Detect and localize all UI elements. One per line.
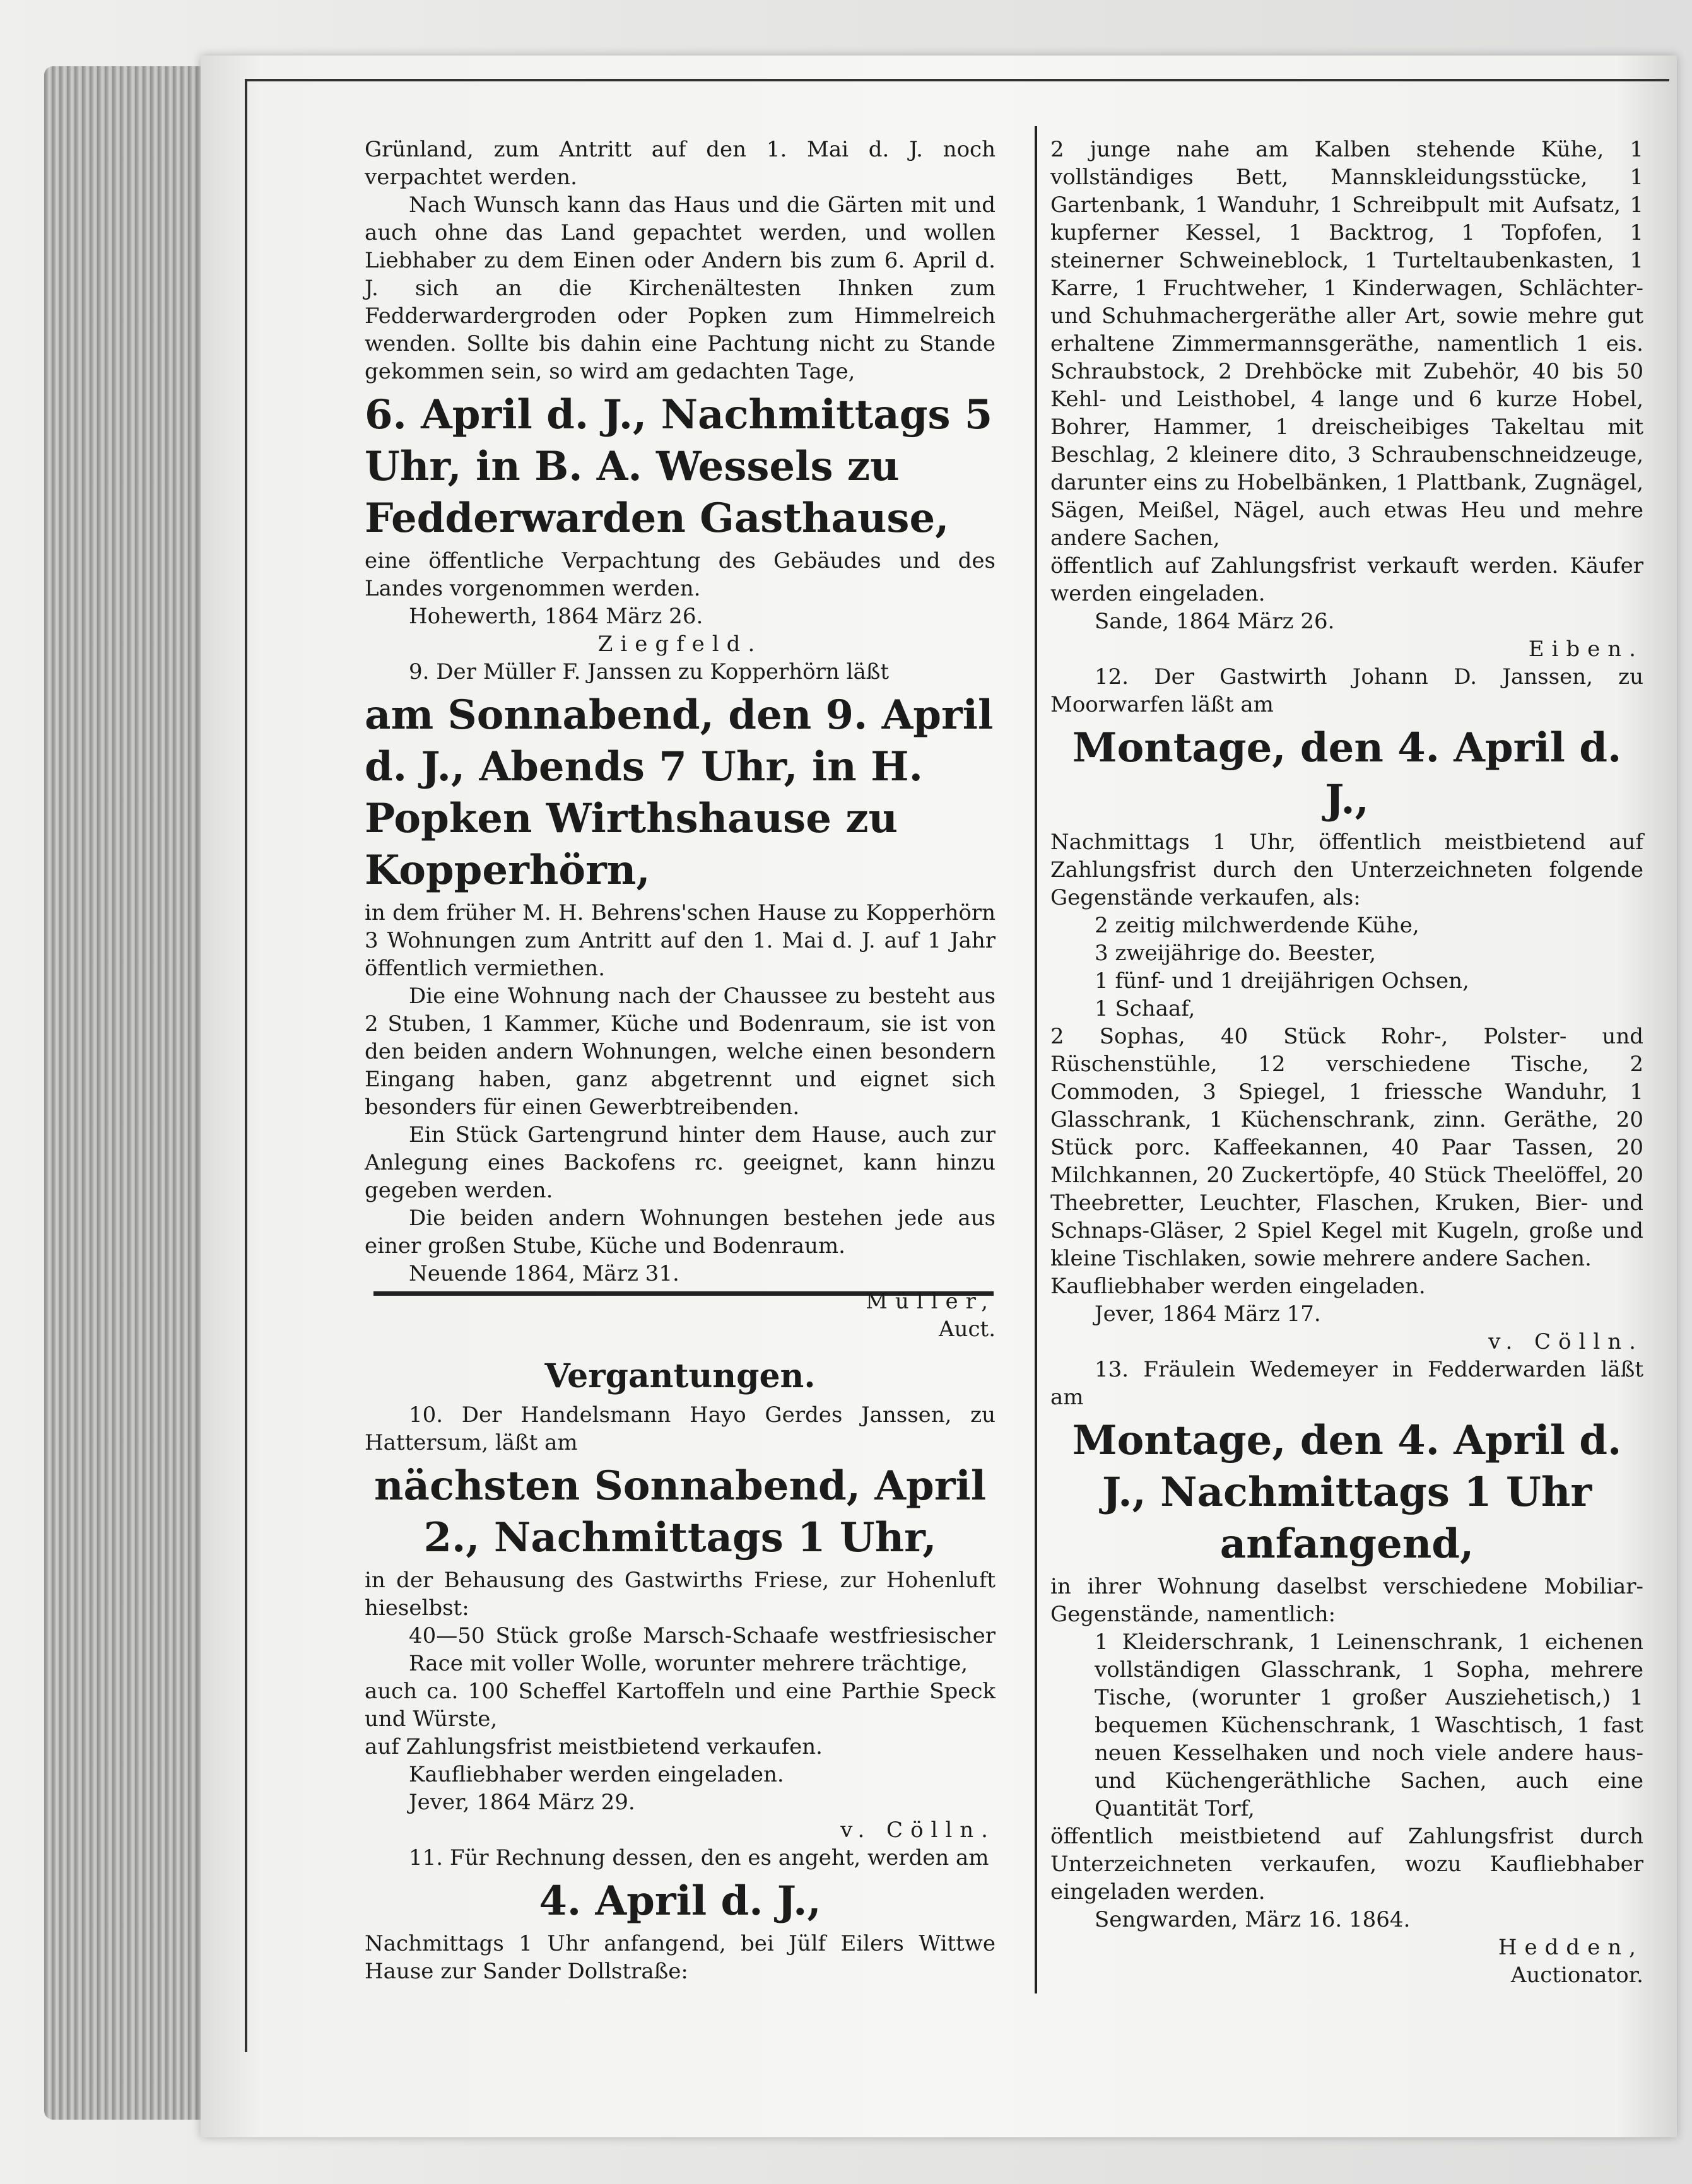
text-paragraph: auch ca. 100 Scheffel Kartoffeln und eine Parthie Speck und Würste,: [365, 1679, 996, 1732]
text-paragraph: eine öffentliche Verpachtung des Gebäudes und des Landes vorgenommen werden.: [365, 548, 996, 601]
text-paragraph: in ihrer Wohnung daselbst verschiedene Mobiliar-Gegenstände, namentlich:: [1050, 1574, 1643, 1627]
notice-number: 12. Der Gastwirth Johann D. Janssen, zu Moorwarfen läßt am: [1050, 664, 1643, 717]
signature: Hedden,: [1498, 1935, 1643, 1960]
text-paragraph: 2 junge nahe am Kalben stehende Kühe, 1 vollständiges Bett, Mannskleidungsstücke, 1 Gartenbank, 1 Wanduhr, 1 Schreibpult mit Aufsatz, 1 kupferner Kessel, 1 Backtrog, 1 Topfofen, 1 steinerner Schweineblock, 1 Turteltaubenkasten, 1 Karre, 1 Fruchtweher, 1 Kinderwagen, Schlächter- und Schuhmachergeräthe aller Art, sowie mehre gut erhaltene Zimmermannsgeräthe, namentlich 1 eis. Schraubstock, 2 Drehböcke mit Zubehör, 40 bis 50 Kehl- und Leisthobel, 4 lange und 6 kurze Hobel, Bohrer, Hammer, 1 dreischeibiges Takeltau mit Beschlag, 2 kleinere dito, 3 Schraubenschneidzeuge, darunter eins zu Hobelbänken, 1 Plattbank, Zugnägel, Sägen, Meißel, Nägel, auch etwas Heu und mehre andere Sachen,: [1050, 137, 1643, 551]
section-heading: Vergantungen.: [544, 1357, 816, 1395]
list-item: 1 fünf- und 1 dreijährigen Ochsen,: [1095, 968, 1469, 994]
text-paragraph: Die eine Wohnung nach der Chaussee zu besteht aus 2 Stuben, 1 Kammer, Küche und Bodenraum, sie ist von den beiden andern Wohnungen, welche einen besondern Eingang haben, ganz abgetrennt und eignet sich besonders für einen Gewerbtreibenden.: [365, 983, 996, 1120]
text-paragraph: Kaufliebhaber werden eingeladen.: [409, 1762, 784, 1787]
text-paragraph: Die beiden andern Wohnungen bestehen jede aus einer großen Stube, Küche und Bodenraum.: [365, 1206, 996, 1259]
signature-title: Auct.: [939, 1317, 996, 1342]
text-paragraph: 2 Sophas, 40 Stück Rohr-, Polster- und Rüschenstühle, 12 verschiedene Tische, 2 Commoden, 3 Spiegel, 1 friessche Wanduhr, 1 Glasschrank, 1 Küchenschrank, zinn. Geräthe, 20 Stück porc. Kaffeekannen, 40 Paar Tassen, 20 Milchkannen, 20 Zuckertöpfe, 40 Stück Theelöffel, 20 Theebretter, Leuchter, Flaschen, Kruken, Bier- und Schnaps-Gläser, 2 Spiel Kegel mit Kugeln, große und kleine Tischlaken, sowie mehrere andere Sachen.: [1050, 1024, 1643, 1271]
list-item: 3 zweijährige do. Beester,: [1095, 941, 1377, 966]
text-paragraph: auf Zahlungsfrist meistbietend verkaufen.: [365, 1734, 823, 1759]
text-paragraph: Nachmittags 1 Uhr anfangend, bei Jülf Eilers Wittwe Hause zur Sander Dollstraße:: [365, 1931, 996, 1984]
notice-number: 10. Der Handelsmann Hayo Gerdes Janssen, zu Hattersum, läßt am: [365, 1402, 996, 1455]
text-paragraph: Nach Wunsch kann das Haus und die Gärten mit und auch ohne das Land gepachtet werden, und wollen Liebhaber zu dem Einen oder Andern bis zum 6. April d. J. sich an die Kirchenältesten Ihnken zum Fedderwardergroden oder Popken zum Himmelreich wenden. Sollte bis dahin eine Pachtung nicht zu Stande gekommen sein, so wird am gedachten Tage,: [365, 192, 996, 384]
signature: Müller,: [866, 1289, 996, 1314]
text-paragraph: 1 Kleiderschrank, 1 Leinenschrank, 1 eichenen vollständigen Glasschrank, 1 Sopha, mehrere Tische, (worunter 1 großer Ausziehetisch,) 1 bequemen Küchenschrank, 1 Waschtisch, 1 fast neuen Kesselhaken und noch viele andere haus- und Küchengeräthliche Sachen, auch eine Quantität Torf,: [1095, 1629, 1643, 1821]
notice-number: 11. Für Rechnung dessen, den es angeht, werden am: [409, 1845, 989, 1870]
notice-number: 9. Der Müller F. Janssen zu Kopperhörn läßt: [409, 659, 890, 684]
dateline: Sande, 1864 März 26.: [1095, 609, 1335, 634]
signature-title: Auctionator.: [1510, 1963, 1643, 1988]
book-page-edges: [44, 66, 202, 2120]
top-border-rule: [245, 79, 1669, 81]
item-list: [1050, 912, 1643, 1023]
list-item: 1 Schaaf,: [1095, 996, 1196, 1021]
left-column: [365, 136, 996, 1985]
headline-date: 6. April d. J., Nachmittags 5 Uhr, in B. A. Wessels zu Fedderwarden Gasthause,: [365, 391, 993, 542]
text-paragraph: Grünland, zum Antritt auf den 1. Mai d. J. noch verpachtet werden.: [365, 137, 996, 190]
dateline: Sengwarden, März 16. 1864.: [1095, 1907, 1411, 1932]
signature: v. Cölln.: [1488, 1329, 1643, 1354]
signature: Ziegfeld.: [597, 631, 763, 657]
text-paragraph: in dem früher M. H. Behrens'schen Hause zu Kopperhörn 3 Wohnungen zum Antritt auf den 1. Mai d. J. auf 1 Jahr öffentlich vermiethen.: [365, 900, 996, 981]
text-paragraph: Nachmittags 1 Uhr, öffentlich meistbietend auf Zahlungsfrist durch den Unterzeichneten folgende Gegenstände verkaufen, als:: [1050, 830, 1643, 910]
left-border-rule: [245, 79, 247, 2052]
signature: Eiben.: [1528, 637, 1643, 662]
notice-number: 13. Fräulein Wedemeyer in Fedderwarden läßt am: [1050, 1357, 1643, 1410]
text-paragraph: öffentlich meistbietend auf Zahlungsfrist durch Unterzeichneten verkaufen, wozu Kaufliebhaber eingeladen werden.: [1050, 1824, 1643, 1905]
column-divider: [1035, 126, 1037, 1993]
headline-date: am Sonnabend, den 9. April d. J., Abends 7 Uhr, in H. Popken Wirthshause zu Kopperhörn,: [365, 691, 994, 894]
dateline: Jever, 1864 März 17.: [1095, 1301, 1321, 1327]
headline-date: nächsten Sonnabend, April 2., Nachmittags 1 Uhr,: [373, 1462, 987, 1561]
dateline: Jever, 1864 März 29.: [409, 1790, 635, 1815]
text-paragraph: Kaufliebhaber werden eingeladen.: [1050, 1274, 1426, 1299]
text-paragraph: 40—50 Stück große Marsch-Schaafe westfriesischer Race mit voller Wolle, worunter mehrere trächtige,: [409, 1623, 996, 1676]
headline-date: 4. April d. J.,: [539, 1877, 821, 1925]
text-paragraph: Ein Stück Gartengrund hinter dem Hause, auch zur Anlegung eines Backofens rc. geeignet, kann hinzu gegeben werden.: [365, 1122, 996, 1203]
dateline: Neuende 1864, März 31.: [409, 1261, 679, 1286]
text-paragraph: in der Behausung des Gastwirths Friese, zur Hohenluft hieselbst:: [365, 1568, 996, 1621]
signature: v. Cölln.: [840, 1817, 996, 1843]
list-item: 2 zeitig milchwerdende Kühe,: [1095, 913, 1419, 938]
headline-date: Montage, den 4. April d. J., Nachmittags 1 Uhr anfangend,: [1072, 1417, 1622, 1568]
right-column: [1050, 136, 1643, 1989]
dateline: Hohewerth, 1864 März 26.: [409, 604, 703, 629]
headline-date: Montage, den 4. April d. J.,: [1072, 724, 1622, 823]
text-paragraph: öffentlich auf Zahlungsfrist verkauft werden. Käufer werden eingeladen.: [1050, 553, 1643, 606]
